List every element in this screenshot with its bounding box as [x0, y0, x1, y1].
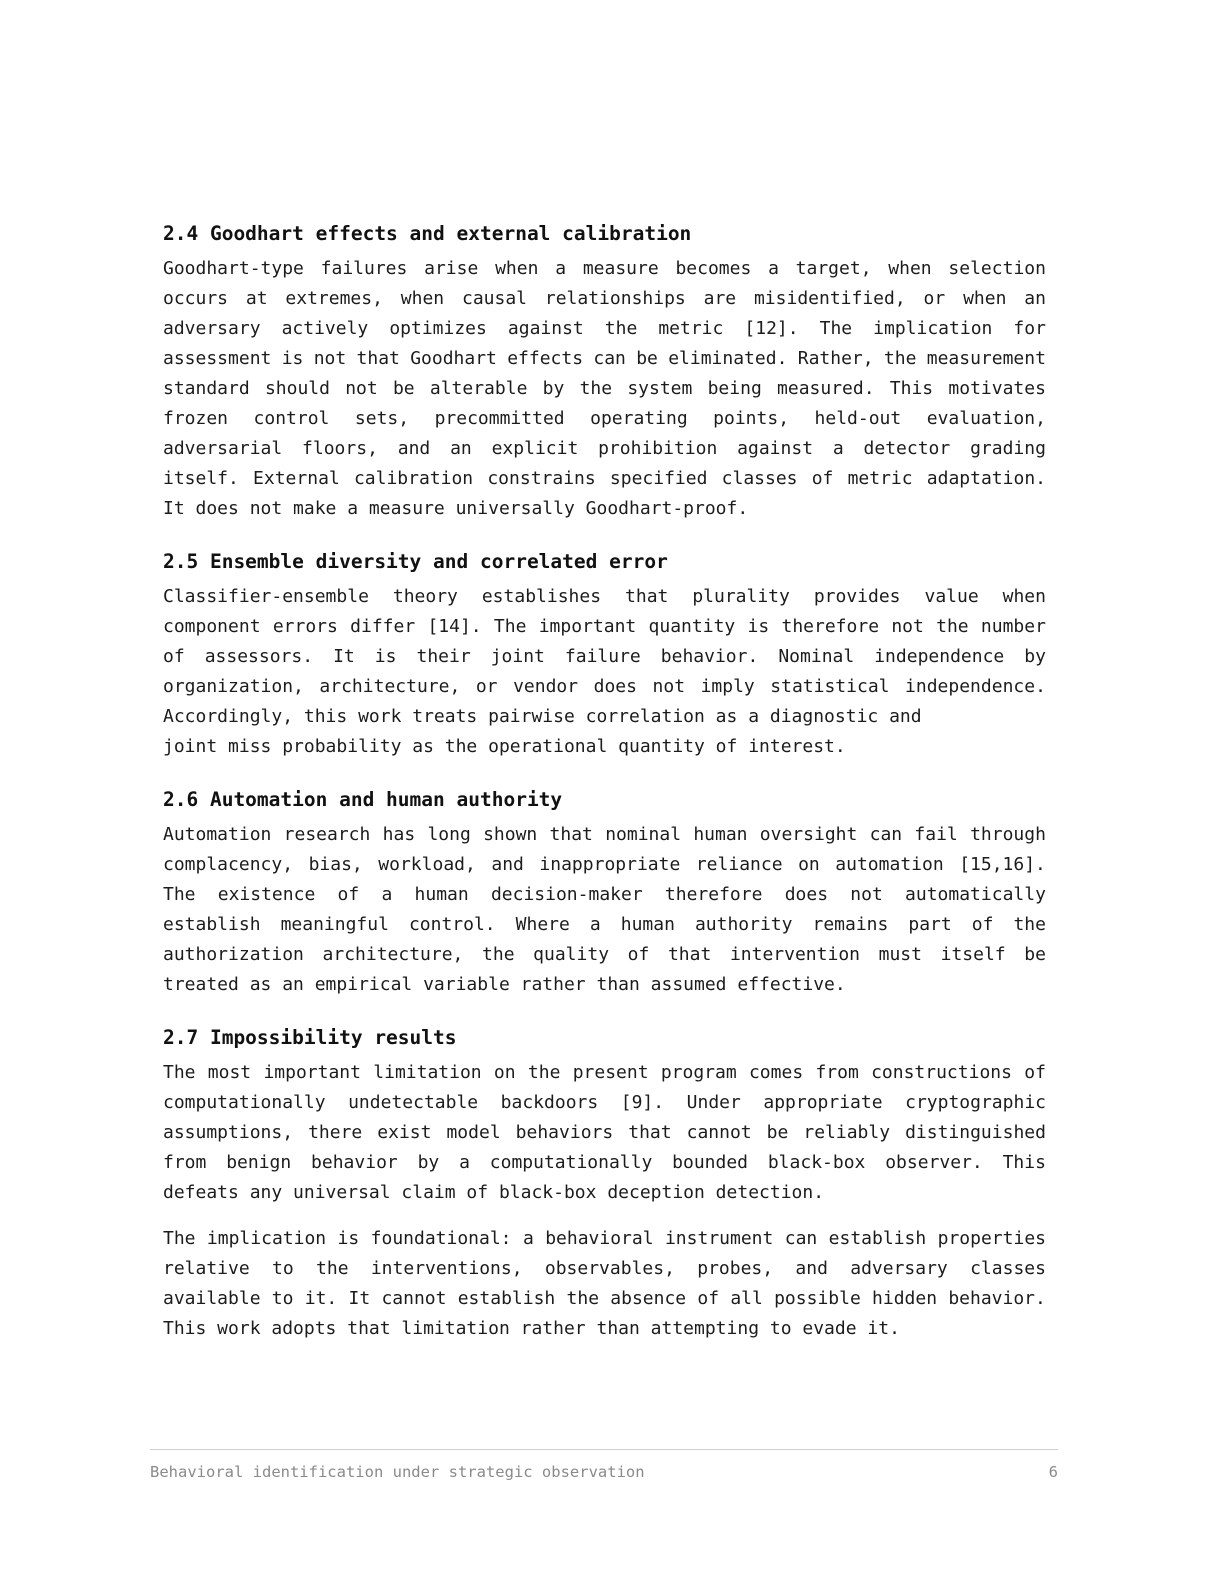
- text-line: complacency, bias, workload, and inappropriate reliance on automation [15,16].: [163, 854, 1046, 875]
- document-body: [163, 222, 1046, 1370]
- footer-title: Behavioral identification under strategic observation: [150, 1463, 645, 1481]
- text-line: of assessors. It is their joint failure behavior. Nominal independence by: [163, 646, 1046, 667]
- text-line: assumptions, there exist model behaviors that cannot be reliably distinguished: [163, 1122, 1046, 1143]
- text-line: available to it. It cannot establish the absence of all possible hidden behavior.: [163, 1288, 1046, 1309]
- text-line: The implication is foundational: a behavioral instrument can establish properties: [163, 1228, 1046, 1249]
- section-heading: 2.5 Ensemble diversity and correlated error: [163, 550, 668, 573]
- text-line: Accordingly, this work treats pairwise correlation as a diagnostic and: [163, 706, 922, 727]
- section-heading: 2.4 Goodhart effects and external calibration: [163, 222, 692, 245]
- section-heading: 2.7 Impossibility results: [163, 1026, 457, 1049]
- text-line: adversary actively optimizes against the metric [12]. The implication for: [163, 318, 1046, 339]
- section: [163, 1026, 1046, 1344]
- text-line: authorization architecture, the quality of that intervention must itself be: [163, 944, 1046, 965]
- section: [163, 788, 1046, 1000]
- text-line: computationally undetectable backdoors [9]. Under appropriate cryptographic: [163, 1092, 1046, 1113]
- text-line: This work adopts that limitation rather than attempting to evade it.: [163, 1318, 900, 1339]
- paragraph: [163, 1224, 1046, 1344]
- page-number: 6: [1048, 1463, 1058, 1481]
- text-line: establish meaningful control. Where a human authority remains part of the: [163, 914, 1046, 935]
- text-line: organization, architecture, or vendor does not imply statistical independence.: [163, 676, 1046, 697]
- text-line: The most important limitation on the present program comes from constructions of: [163, 1062, 1046, 1083]
- section: [163, 550, 1046, 762]
- section-heading: 2.6 Automation and human authority: [163, 788, 563, 811]
- text-line: from benign behavior by a computationally bounded black-box observer. This: [163, 1152, 1046, 1173]
- section: [163, 222, 1046, 524]
- text-line: assessment is not that Goodhart effects can be eliminated. Rather, the measurement: [163, 348, 1046, 369]
- text-line: occurs at extremes, when causal relationships are misidentified, or when an: [163, 288, 1046, 309]
- text-line: frozen control sets, precommitted operating points, held-out evaluation,: [163, 408, 1046, 429]
- text-line: Classifier-ensemble theory establishes that plurality provides value when: [163, 586, 1046, 607]
- text-line: standard should not be alterable by the system being measured. This motivates: [163, 378, 1046, 399]
- text-line: Automation research has long shown that nominal human oversight can fail through: [163, 824, 1046, 845]
- paragraph: [163, 582, 1046, 762]
- text-line: relative to the interventions, observables, probes, and adversary classes: [163, 1258, 1046, 1279]
- text-line: adversarial floors, and an explicit prohibition against a detector grading: [163, 438, 1046, 459]
- text-line: The existence of a human decision-maker therefore does not automatically: [163, 884, 1046, 905]
- text-line: joint miss probability as the operational quantity of interest.: [163, 736, 846, 757]
- text-line: treated as an empirical variable rather than assumed effective.: [163, 974, 846, 995]
- paragraph: [163, 1058, 1046, 1208]
- paragraph: [163, 820, 1046, 1000]
- text-line: component errors differ [14]. The important quantity is therefore not the number: [163, 616, 1046, 637]
- text-line: itself. External calibration constrains specified classes of metric adaptation.: [163, 468, 1046, 489]
- footer-divider: [150, 1449, 1058, 1450]
- text-line: Goodhart-type failures arise when a measure becomes a target, when selection: [163, 258, 1046, 279]
- paragraph: [163, 254, 1046, 524]
- text-line: defeats any universal claim of black-box deception detection.: [163, 1182, 825, 1203]
- text-line: It does not make a measure universally Goodhart-proof.: [163, 498, 749, 519]
